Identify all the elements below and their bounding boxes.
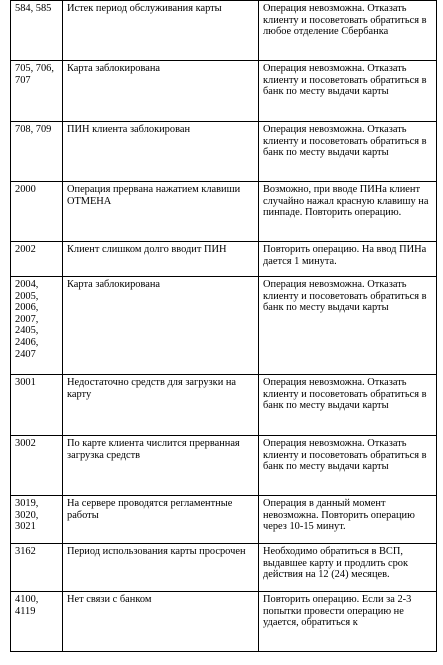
recommended-action: Операция невозможна. Отказать клиенту и посоветовать обратиться в банк по месту выдачи карты: [263, 63, 427, 98]
recommended-action: Необходимо обратиться в ВСП, выдавшее карту и продлить срок действия на 12 (24) месяцев.: [263, 546, 409, 581]
error-description: Недостаточно средств для загрузки на карту: [67, 377, 237, 400]
description-cell: [63, 436, 259, 496]
error-code: 3001: [15, 377, 36, 388]
action-cell: [259, 436, 437, 496]
action-cell: [259, 375, 437, 436]
error-description: Период использования карты просрочен: [67, 546, 246, 557]
description-cell: [63, 277, 259, 375]
recommended-action: Операция невозможна. Отказать клиенту и посоветовать обратиться в банк по месту выдачи карты: [263, 124, 427, 159]
description-cell: [63, 242, 259, 277]
error-code-cell: [11, 242, 63, 277]
error-code: 708, 709: [15, 124, 52, 135]
table-row: [11, 375, 437, 436]
description-cell: [63, 496, 259, 544]
error-code-cell: [11, 375, 63, 436]
table-row: [11, 122, 437, 182]
error-code: 4100, 4119: [15, 594, 39, 617]
action-cell: [259, 592, 437, 652]
recommended-action: Операция невозможна. Отказать клиенту и посоветовать обратиться в банк по месту выдачи карты: [263, 279, 427, 314]
error-code: 2000: [15, 184, 36, 195]
error-code-cell: [11, 496, 63, 544]
table-row: [11, 544, 437, 592]
error-code: 2002: [15, 244, 36, 255]
table-row: [11, 61, 437, 122]
table-row: [11, 277, 437, 375]
table-row: [11, 436, 437, 496]
description-cell: [63, 592, 259, 652]
error-description: Истек период обслуживания карты: [67, 3, 222, 14]
description-cell: [63, 122, 259, 182]
description-cell: [63, 61, 259, 122]
action-cell: [259, 182, 437, 242]
description-cell: [63, 1, 259, 61]
error-code: 584, 585: [15, 3, 52, 14]
error-code: 2004, 2005, 2006, 2007, 2405, 2406, 2407: [15, 279, 39, 360]
description-cell: [63, 182, 259, 242]
recommended-action: Повторить операцию. На ввод ПИНа дается 1 минута.: [263, 244, 427, 267]
action-cell: [259, 544, 437, 592]
error-description: ПИН клиента заблокирован: [67, 124, 191, 135]
error-code-cell: [11, 436, 63, 496]
error-code: 3002: [15, 438, 36, 449]
error-code: 705, 706, 707: [15, 63, 54, 86]
error-code-cell: [11, 277, 63, 375]
action-cell: [259, 61, 437, 122]
description-cell: [63, 544, 259, 592]
error-description: Клиент слишком долго вводит ПИН: [67, 244, 227, 255]
error-codes-document: [10, 0, 436, 652]
error-codes-table: [10, 0, 437, 652]
error-code: 3019, 3020, 3021: [15, 498, 39, 533]
error-code-cell: [11, 122, 63, 182]
recommended-action: Операция невозможна. Отказать клиенту и посоветовать обратиться в банк по месту выдачи карты: [263, 438, 427, 473]
error-code-cell: [11, 182, 63, 242]
recommended-action: Повторить операцию. Если за 2-3 попытки провести операцию не удается, обратиться к: [263, 594, 412, 629]
error-description: По карте клиента числится прерванная загрузка средств: [67, 438, 240, 461]
action-cell: [259, 1, 437, 61]
error-description: Операция прервана нажатием клавиши ОТМЕНА: [67, 184, 241, 207]
error-code-cell: [11, 1, 63, 61]
error-code-cell: [11, 61, 63, 122]
table-row: [11, 592, 437, 652]
action-cell: [259, 122, 437, 182]
description-cell: [63, 375, 259, 436]
action-cell: [259, 277, 437, 375]
recommended-action: Операция невозможна. Отказать клиенту и посоветовать обратиться в банк по месту выдачи карты: [263, 377, 427, 412]
table-row: [11, 182, 437, 242]
table-row: [11, 242, 437, 277]
error-code-cell: [11, 544, 63, 592]
error-description: Карта заблокирована: [67, 63, 161, 74]
action-cell: [259, 242, 437, 277]
error-description: Карта заблокирована: [67, 279, 161, 290]
recommended-action: Операция невозможна. Отказать клиенту и посоветовать обратиться в любое отделение Сбербанка: [263, 3, 427, 38]
action-cell: [259, 496, 437, 544]
recommended-action: Возможно, при вводе ПИНа клиент случайно нажал красную клавишу на пинпаде. Повторить операцию.: [263, 184, 429, 219]
error-code: 3162: [15, 546, 36, 557]
error-description: Нет связи с банком: [67, 594, 152, 605]
table-row: [11, 1, 437, 61]
table-row: [11, 496, 437, 544]
error-code-cell: [11, 592, 63, 652]
recommended-action: Операция в данный момент невозможна. Повторить операцию через 10-15 минут.: [263, 498, 415, 533]
error-description: На сервере проводятся регламентные работы: [67, 498, 233, 521]
